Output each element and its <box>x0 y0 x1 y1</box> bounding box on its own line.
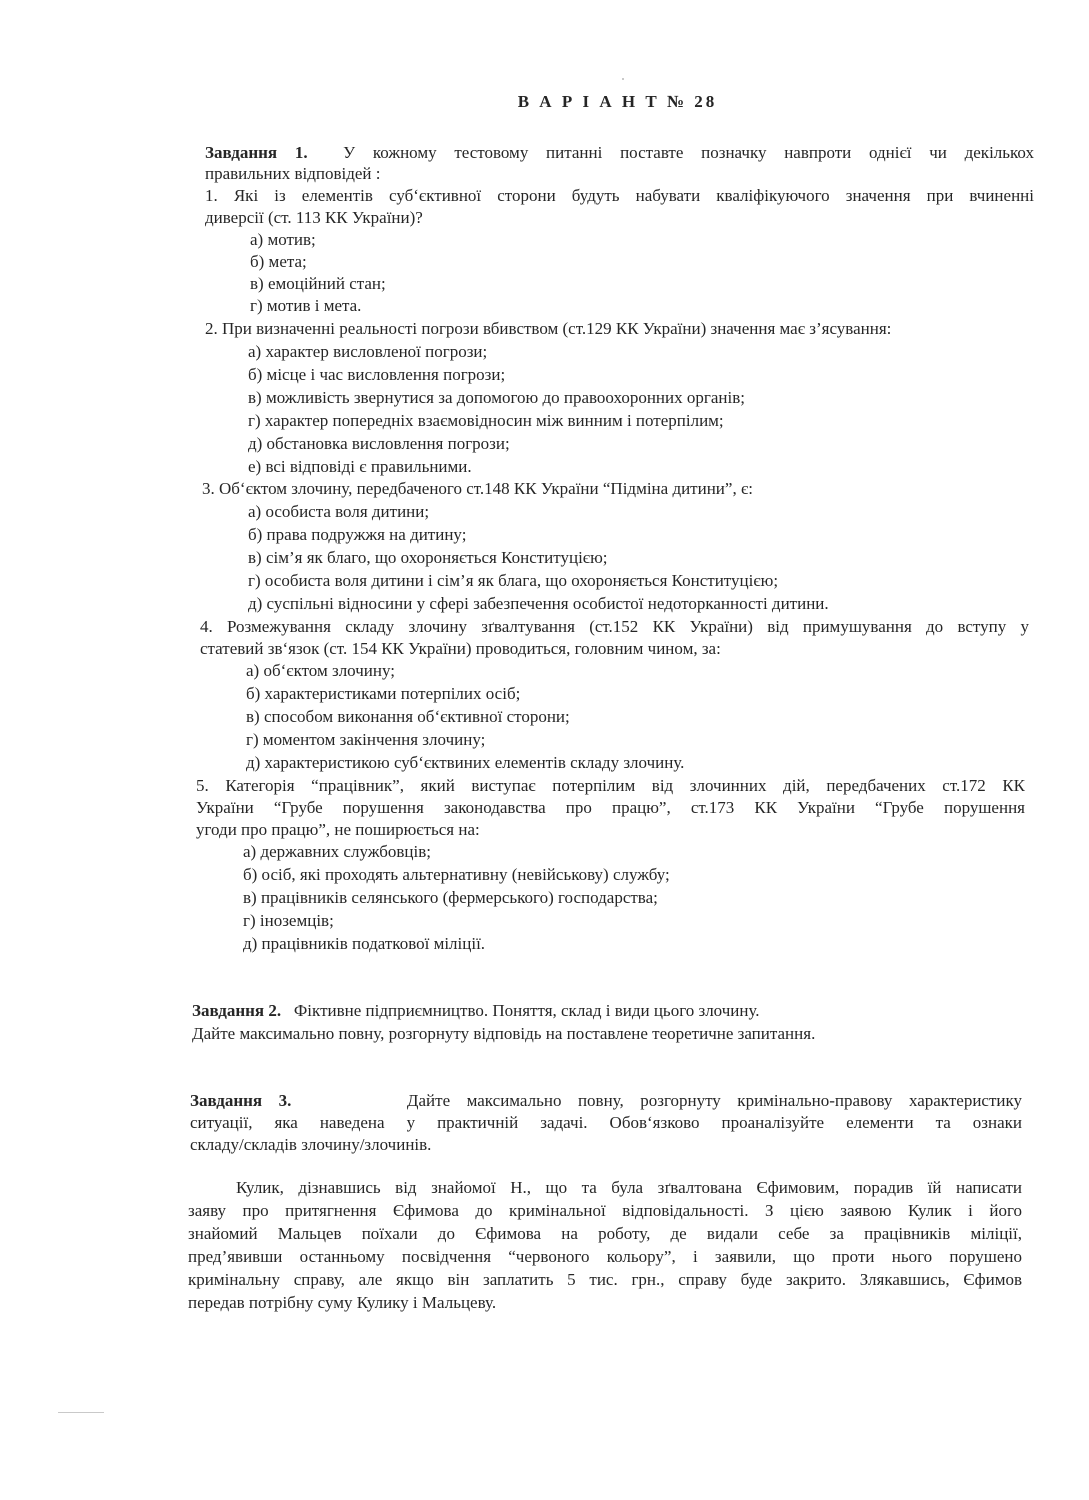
q5-option-a: а) державних службовців; <box>243 842 431 861</box>
q1-option-d: г) мотив і мета. <box>250 296 362 315</box>
task3-instruction-line3: складу/складів злочину/злочинів. <box>190 1135 432 1154</box>
case-line6: передав потрібну суму Кулику і Мальцеву. <box>188 1293 497 1312</box>
task3-line1 <box>190 1090 1022 1112</box>
task3-instruction-line1: Дайте максимально повну, розгорнуту кримінально-правову характеристику <box>406 1091 1023 1110</box>
q4-option-e: д) характеристикою суб‘єктвиних елементів складу злочину. <box>246 753 685 772</box>
q5-line3: угоди про працю”, не поширюється на: <box>196 820 480 839</box>
q3-option-c: в) сім’я як благо, що охороняється Конституцією; <box>248 548 608 567</box>
q4-option-c: в) способом виконання об‘єктивної сторони; <box>246 707 570 726</box>
q1-option-b: б) мета; <box>250 252 307 271</box>
q3-line1: 3. Об‘єктом злочину, передбаченого ст.148 КК України “Підміна дитини”, є: <box>202 479 753 498</box>
q3-option-a: а) особиста воля дитини; <box>248 502 430 521</box>
q2-option-d: г) характер попередніх взаємовідносин між винним і потерпілим; <box>248 411 724 430</box>
q5-line2: України “Грубе порушення законодавства про працю”, ст.173 КК України “Грубе порушення <box>196 798 1025 817</box>
q1-line2: диверсії (ст. 113 КК України)? <box>205 208 423 227</box>
q4-option-b: б) характеристиками потерпілих осіб; <box>246 684 521 703</box>
task2-topic-line <box>192 1000 760 1022</box>
q5-option-d: г) іноземців; <box>243 911 334 930</box>
q2-option-c: в) можливість звернутися за допомогою до правоохоронних органів; <box>248 388 745 407</box>
q4-line1: 4. Розмежування складу злочину зґвалтування (ст.152 КК України) від примушування до вступу у <box>200 617 1029 636</box>
q4-option-d: г) моментом закінчення злочину; <box>246 730 486 749</box>
q2-option-a: а) характер висловленої погрози; <box>248 342 488 361</box>
scan-mark-left <box>58 1412 104 1413</box>
q2-option-e: д) обстановка висловлення погрози; <box>248 434 510 453</box>
q5-option-c: в) працівників селянського (фермерського) господарства; <box>243 888 658 907</box>
q3-option-b: б) права подружжя на дитину; <box>248 525 467 544</box>
q5-line1: 5. Категорія “працівник”, який виступає потерпілим від злочинних дій, передбачених ст.172 КК <box>196 776 1025 795</box>
q5-option-e: д) працівників податкової міліції. <box>243 934 486 953</box>
task1-intro-line1 <box>205 142 1034 164</box>
task2-instruction: Дайте максимально повну, розгорнуту відповідь на поставлене теоретичне запитання. <box>192 1024 816 1043</box>
task1-intro-text: У кожному тестовому питанні поставте позначку навпроти однієї чи декількох <box>343 143 1035 162</box>
q2-option-f: е) всі відповіді є правильними. <box>248 457 472 476</box>
task3-instruction-line2: ситуації, яка наведена у практичній задачі. Обов‘язково проаналізуйте елементи та ознаки <box>190 1113 1022 1132</box>
q4-line2: статевий зв‘язок (ст. 154 КК України) проводиться, головним чином, за: <box>200 639 721 658</box>
case-line4: пред’явивши останньому посвідчення “червоного кольору”, і заявили, що проти нього порушено <box>188 1247 1022 1266</box>
q3-option-d: г) особиста воля дитини і сім’я як блага, що охороняється Конституцією; <box>248 571 779 590</box>
q2-option-b: б) місце і час висловлення погрози; <box>248 365 506 384</box>
task1-label: Завдання 1. <box>205 143 308 162</box>
q4-option-a: а) об‘єктом злочину; <box>246 661 395 680</box>
scan-speck <box>622 78 624 80</box>
task1-intro-line2: правильних відповідей : <box>205 164 381 183</box>
q5-option-b: б) осіб, які проходять альтернативну (невійськову) службу; <box>243 865 670 884</box>
task3-label: Завдання 3. <box>190 1091 292 1110</box>
q3-option-e: д) суспільні відносини у сфері забезпечення особистої недоторканності дитини. <box>248 594 829 613</box>
q1-line1: 1. Які із елементів суб‘єктивної сторони будуть набувати кваліфікуючого значення при вчиненні <box>205 186 1034 205</box>
case-line2: заяву про притягнення Єфимова до кримінальної відповідальності. З цією заявою Кулик і його <box>188 1201 1022 1220</box>
case-line1: Кулик, дізнавшись від знайомої Н., що та була зґвалтована Єфимовим, порадив їй написати <box>236 1178 1022 1197</box>
q1-option-a: а) мотив; <box>250 230 316 249</box>
case-line3: знайомий Мальцев поїхали до Єфимова на роботу, де видали себе за працівників міліції, <box>188 1224 1022 1243</box>
task2-label: Завдання 2. <box>192 1001 282 1020</box>
q1-option-c: в) емоційний стан; <box>250 274 386 293</box>
variant-title: В А Р І А Н Т № 28 <box>517 92 718 111</box>
task2-topic: Фіктивне підприємництво. Поняття, склад і види цього злочину. <box>293 1001 760 1020</box>
case-line5: кримінальну справу, але якщо він заплатить 5 тис. грн., справу буде закрито. Злякавшись, Єфимов <box>188 1270 1022 1289</box>
q2-line1: 2. При визначенні реальності погрози вбивством (ст.129 КК України) значення має з’ясування: <box>205 319 892 338</box>
